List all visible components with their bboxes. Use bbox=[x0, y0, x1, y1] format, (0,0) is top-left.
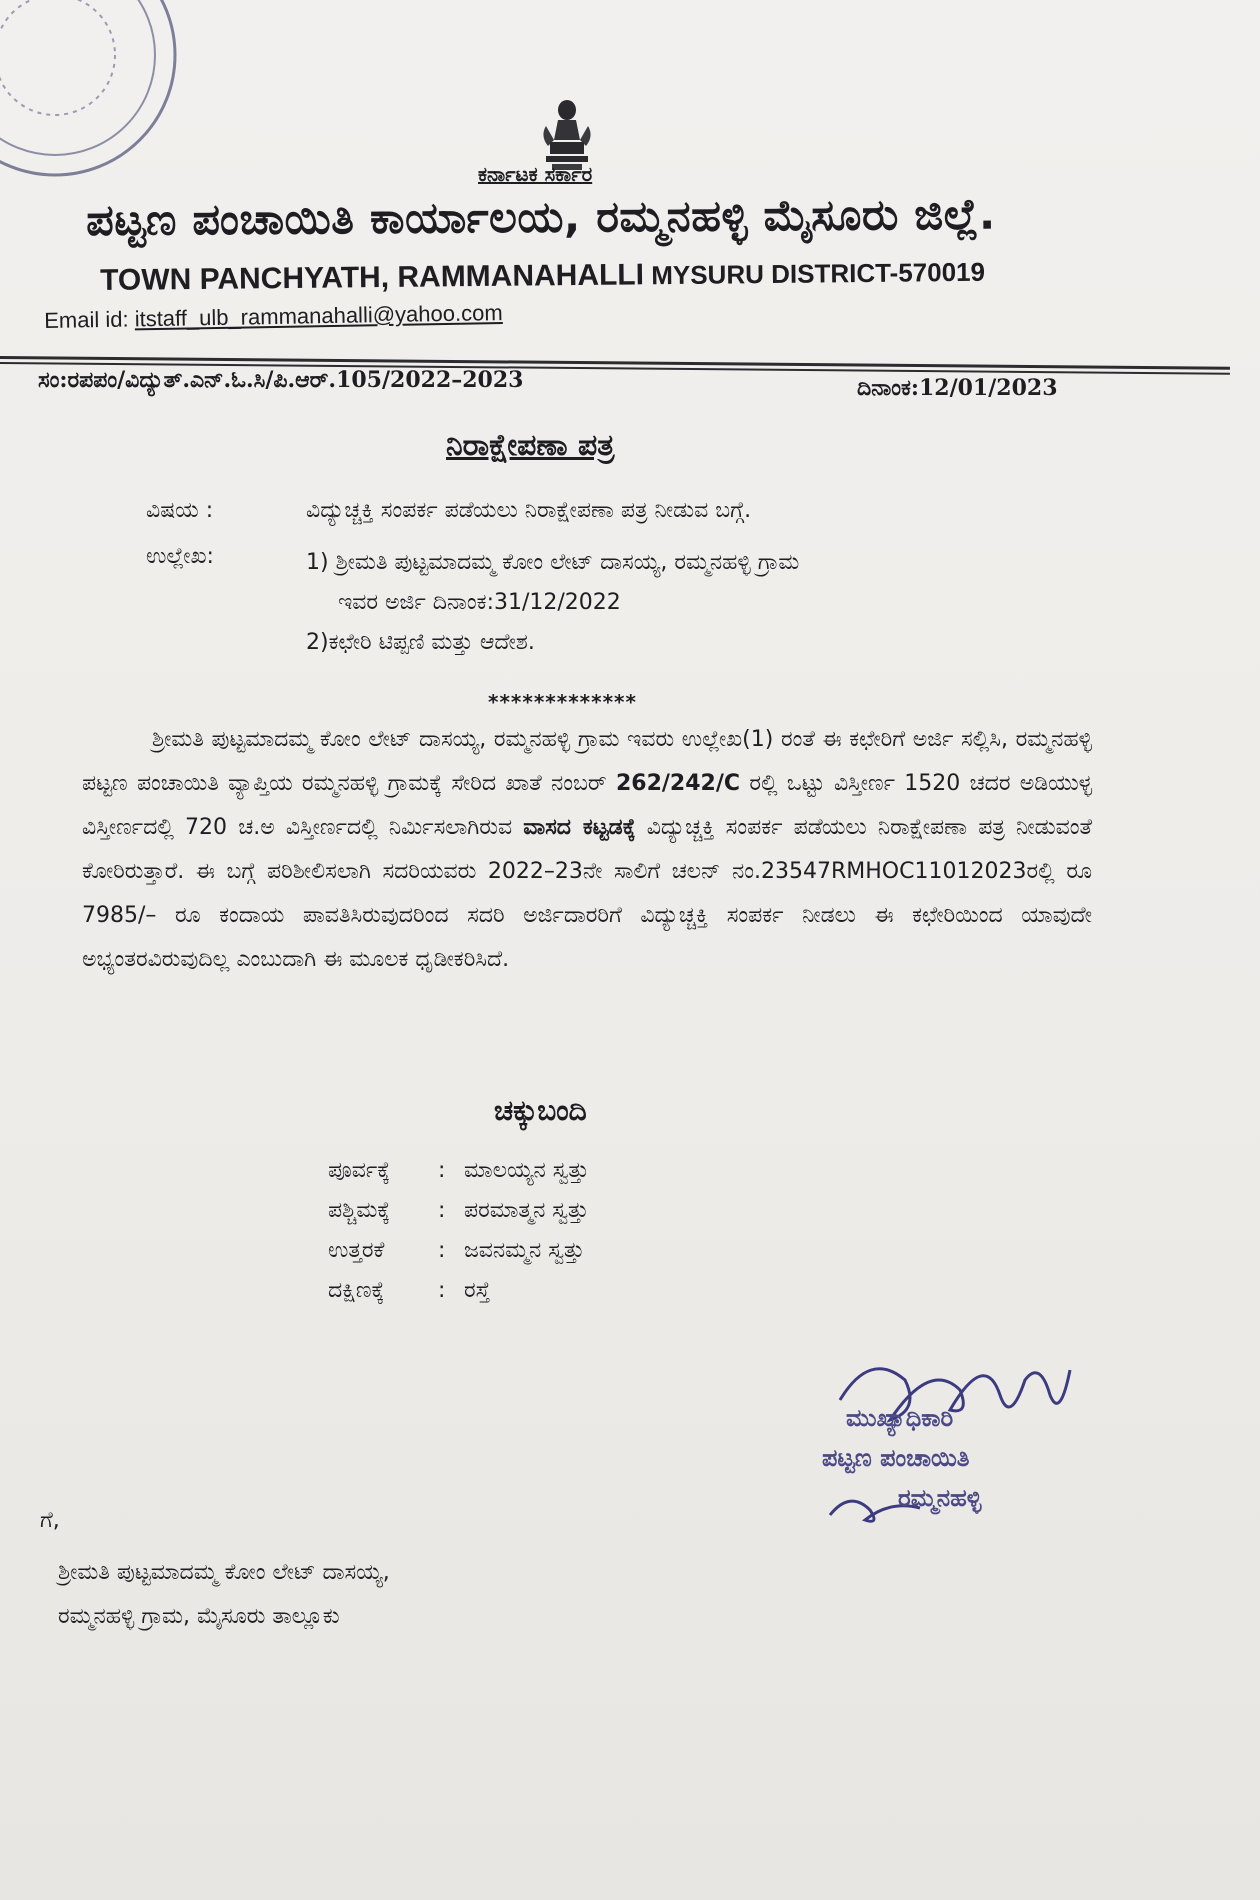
boundary-direction: ದಕ್ಷಿಣಕ್ಕೆ bbox=[328, 1278, 385, 1303]
office-seal-stamp bbox=[0, 0, 180, 180]
recipient-address: ರಮ್ಮನಹಳ್ಳಿ ಗ್ರಾಮ, ಮೈಸೂರು ತಾಲ್ಲೂಕು bbox=[58, 1604, 340, 1629]
office-title-english-main: TOWN PANCHYATH, RAMMANAHALLI bbox=[100, 258, 645, 297]
building-type: ವಾಸದ ಕಟ್ಟಡಕ್ಕೆ bbox=[523, 815, 636, 840]
boundaries-title: ಚಕ್ಕುಬಂದಿ bbox=[494, 1094, 587, 1127]
document-title: ನಿರಾಕ್ಷೇಪಣಾ ಪತ್ರ bbox=[446, 428, 615, 463]
reference-1-line-1: 1) ಶ್ರೀಮತಿ ಪುಟ್ಟಮಾದಮ್ಮ ಕೋಂ ಲೇಟ್ ದಾಸಯ್ಯ, ರಮ್ಮನಹಳ್ಳಿ ಗ್ರಾಮ bbox=[306, 550, 800, 575]
recipient-name: ಶ್ರೀಮತಿ ಪುಟ್ಟಮಾದಮ್ಮ ಕೋಂ ಲೇಟ್ ದಾಸಯ್ಯ, bbox=[58, 1560, 390, 1585]
signatory-place: ರಮ್ಮನಹಳ್ಳಿ bbox=[898, 1484, 982, 1512]
boundary-separator: : bbox=[438, 1238, 446, 1263]
reference-1-line-2: ಇವರ ಅರ್ಜಿ ದಿನಾಂಕ:31/12/2022 bbox=[338, 590, 621, 615]
boundary-direction: ಉತ್ತರಕೆ bbox=[328, 1238, 385, 1263]
body-text-part-1: ಶ್ರೀಮತಿ ಪುಟ್ಟಮಾದಮ್ಮ ಕೋಂ ಲೇಟ್ ದಾಸಯ್ಯ, ರಮ್ಮನಹಳ್ಳಿ ಗ್ರಾಮ ಇವರು ಉಲ್ಲೇಖ(1) ರಂತೆ ಈ ಕಛೇರಿಗೆ ಅರ್ಜಿ ಸಲ್ಲಿಸಿ, ರಮ್ಮನಹಳ್ಳಿ ಪಟ್ಟಣ ಪಂಚಾಯಿತಿ ವ್ಯಾಪ್ತಿಯ ರಮ್ಮನಹಳ್ಳಿ ಗ್ರಾಮಕ್ಕೆ ಸೇರಿದ ಖಾತೆ ನಂಬರ್ bbox=[82, 727, 1092, 796]
boundary-row-west bbox=[328, 1198, 588, 1223]
reference-number: ಸಂ:ರಪಪಂ/ವಿದ್ಯುತ್.ಎನ್.ಓ.ಸಿ/ಪಿ.ಆರ್.105/2022–2023 bbox=[38, 367, 524, 393]
letter-date: ದಿನಾಂಕ:12/01/2023 bbox=[857, 375, 1058, 401]
subject-text: ವಿದ್ಯುಚ್ಚಕ್ತಿ ಸಂಪರ್ಕ ಪಡೆಯಲು ನಿರಾಕ್ಷೇಪಣಾ ಪತ್ರ ನೀಡುವ ಬಗ್ಗೆ. bbox=[306, 498, 752, 523]
email-line bbox=[44, 300, 503, 334]
body-paragraph bbox=[82, 718, 1092, 982]
signatory-designation: ಮುಖ್ಯಾಧಿಕಾರಿ bbox=[846, 1404, 954, 1432]
boundary-separator: : bbox=[438, 1158, 446, 1183]
email-address: itstaff_ulb_rammanahalli@yahoo.com bbox=[134, 299, 503, 332]
boundary-value: ಮಾಲಯ್ಯನ ಸ್ವತ್ತು bbox=[464, 1158, 589, 1183]
body-text-part-3: ವಿದ್ಯುಚ್ಚಕ್ತಿ ಸಂಪರ್ಕ ಪಡೆಯಲು ನಿರಾಕ್ಷೇಪಣಾ ಪತ್ರ ನೀಡುವಂತೆ ಕೋರಿರುತ್ತಾರೆ. ಈ ಬಗ್ಗೆ ಪರಿಶೀಲಿಸಲಾಗಿ ಸದರಿಯವರು 2022–23ನೇ ಸಾಲಿಗೆ ಚಲನ್ ನಂ.23547RMHOC11012023ರಲ್ಲಿ ರೂ 7985/– ರೂ ಕಂದಾಯ ಪಾವತಿಸಿರುವುದರಿಂದ ಸದರಿ ಅರ್ಜಿದಾರರಿಗೆ ವಿದ್ಯುಚ್ಚಕ್ತಿ ಸಂಪರ್ಕ ನೀಡಲು ಈ ಕಛೇರಿಯಿಂದ ಯಾವುದೇ ಅಭ್ಯಂತರವಿರುವುದಿಲ್ಲ ಎಂಬುದಾಗಿ ಈ ಮೂಲಕ ಧೃಡೀಕರಿಸಿದೆ. bbox=[82, 815, 1093, 972]
subject-label: ವಿಷಯ : bbox=[146, 498, 214, 523]
boundary-row-north bbox=[328, 1238, 584, 1263]
signatory-office: ಪಟ್ಟಣ ಪಂಚಾಯಿತಿ bbox=[822, 1444, 970, 1472]
separator-stars: ************* bbox=[488, 690, 637, 714]
references-label: ಉಲ್ಲೇಖ: bbox=[146, 544, 214, 569]
email-label: Email id: bbox=[44, 306, 129, 333]
office-title-kannada: ಪಟ್ಟಣ ಪಂಚಾಯಿತಿ ಕಾರ್ಯಾಲಯ, ರಮ್ಮನಹಳ್ಳಿ ಮೈಸೂರು ಜಿಲ್ಲೆ. bbox=[86, 189, 996, 246]
recipient-to-label: ಗೆ, bbox=[40, 1508, 60, 1533]
boundary-direction: ಪೂರ್ವಕ್ಕೆ bbox=[328, 1158, 391, 1183]
body-text-part-2: ರಲ್ಲಿ ಒಟ್ಟು ವಿಸ್ತೀರ್ಣ 1520 ಚದರ ಅಡಿಯುಳ್ಳ ವಿಸ್ತೀರ್ಣದಲ್ಲಿ 720 ಚ.ಅ ವಿಸ್ತೀರ್ಣದಲ್ಲಿ ನಿರ್ಮಿಸಲಾಗಿರುವ bbox=[82, 771, 1093, 840]
office-title-english-district: MYSURU DISTRICT-570019 bbox=[651, 256, 986, 291]
boundary-value: ರಸ್ತೆ bbox=[464, 1278, 491, 1303]
khata-number: 262/242/C bbox=[615, 771, 741, 796]
reference-2: 2)ಕಛೇರಿ ಟಿಪ್ಪಣಿ ಮತ್ತು ಆದೇಶ. bbox=[306, 630, 535, 655]
office-title-english bbox=[100, 255, 985, 298]
boundary-row-east bbox=[328, 1158, 589, 1183]
boundary-value: ಪರಮಾತ್ಮನ ಸ್ವತ್ತು bbox=[464, 1198, 589, 1223]
boundary-value: ಜವನಮ್ಮನ ಸ್ವತ್ತು bbox=[464, 1238, 585, 1263]
boundary-direction: ಪಶ್ಚಿಮಕ್ಕೆ bbox=[328, 1198, 391, 1223]
boundary-separator: : bbox=[438, 1278, 446, 1303]
boundary-separator: : bbox=[438, 1198, 446, 1223]
government-label: ಕರ್ನಾಟಕ ಸರ್ಕಾರ bbox=[478, 162, 593, 186]
boundary-row-south bbox=[328, 1278, 490, 1303]
